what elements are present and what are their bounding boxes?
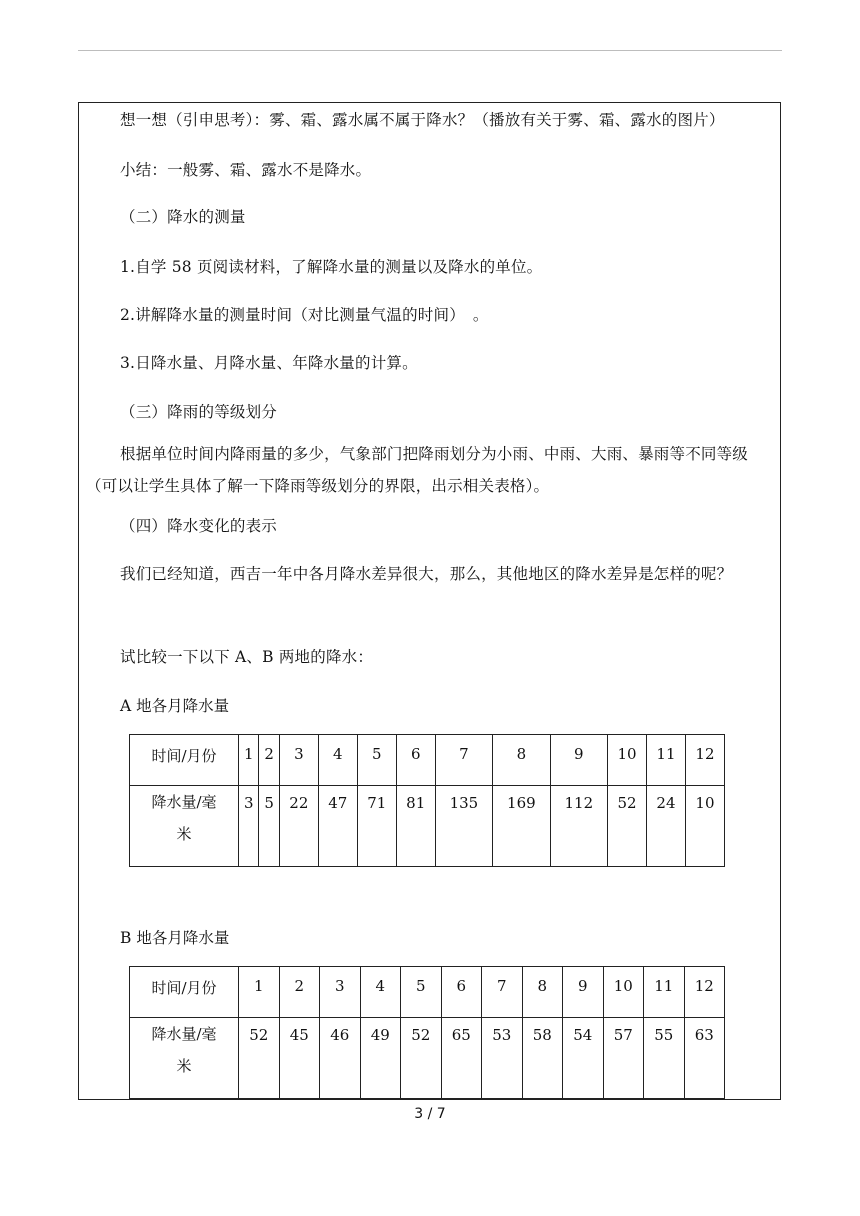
table-cell: 58 bbox=[522, 1018, 563, 1099]
table-cell: 8 bbox=[493, 735, 550, 786]
table-cell: 9 bbox=[550, 735, 607, 786]
table-cell: 1 bbox=[239, 735, 259, 786]
paragraph-step-2: 2.讲解降水量的测量时间（对比测量气温的时间） 。 bbox=[120, 306, 489, 324]
table-cell: 4 bbox=[318, 735, 357, 786]
table-cell bbox=[130, 786, 239, 867]
header-rule bbox=[78, 50, 782, 51]
table-row bbox=[130, 786, 725, 867]
table-cell: 时间/月份 bbox=[130, 735, 239, 786]
table-cell: 112 bbox=[550, 786, 607, 867]
table-cell: 47 bbox=[318, 786, 357, 867]
table-cell: 10 bbox=[685, 786, 724, 867]
row-label-line: 降水量/毫 bbox=[151, 793, 217, 811]
table-cell: 4 bbox=[360, 967, 401, 1018]
row-label-line: 米 bbox=[176, 1057, 192, 1075]
table-row bbox=[130, 1018, 725, 1099]
table-cell: 169 bbox=[493, 786, 550, 867]
table-cell: 52 bbox=[239, 1018, 280, 1099]
table-cell: 52 bbox=[608, 786, 647, 867]
table-cell: 46 bbox=[320, 1018, 361, 1099]
paragraph-step-3: 3.日降水量、月降水量、年降水量的计算。 bbox=[120, 354, 418, 372]
table-cell: 9 bbox=[563, 967, 604, 1018]
table-cell: 1 bbox=[239, 967, 280, 1018]
table-cell: 5 bbox=[259, 786, 279, 867]
table-cell: 49 bbox=[360, 1018, 401, 1099]
table-cell: 24 bbox=[647, 786, 686, 867]
table-row bbox=[130, 967, 725, 1018]
section-heading-levels: （三）降雨的等级划分 bbox=[120, 403, 278, 421]
table-cell: 5 bbox=[357, 735, 396, 786]
paragraph-step-1: 1.自学 58 页阅读材料，了解降水量的测量以及降水的单位。 bbox=[120, 258, 543, 276]
table-row bbox=[130, 735, 725, 786]
section-heading-variation: （四）降水变化的表示 bbox=[120, 517, 278, 535]
table-cell: 3 bbox=[320, 967, 361, 1018]
table-cell: 63 bbox=[684, 1018, 725, 1099]
table-b-caption: B 地各月降水量 bbox=[120, 929, 230, 947]
table-a bbox=[129, 734, 725, 867]
table-cell: 12 bbox=[684, 967, 725, 1018]
row-label-line: 降水量/毫 bbox=[151, 1025, 217, 1043]
table-cell: 8 bbox=[522, 967, 563, 1018]
table-cell: 54 bbox=[563, 1018, 604, 1099]
table-cell: 11 bbox=[644, 967, 685, 1018]
section-heading-measurement: （二）降水的测量 bbox=[120, 208, 246, 226]
table-cell: 5 bbox=[401, 967, 442, 1018]
row-label-line: 米 bbox=[176, 825, 192, 843]
table-cell: 10 bbox=[608, 735, 647, 786]
table-cell: 55 bbox=[644, 1018, 685, 1099]
paragraph-variation: 我们已经知道，西吉一年中各月降水差异很大，那么，其他地区的降水差异是怎样的呢？ bbox=[120, 565, 733, 583]
table-cell bbox=[130, 1018, 239, 1099]
table-cell: 71 bbox=[357, 786, 396, 867]
table-cell: 52 bbox=[401, 1018, 442, 1099]
table-cell: 7 bbox=[482, 967, 523, 1018]
paragraph-summary: 小结：一般雾、霜、露水不是降水。 bbox=[120, 161, 372, 179]
paragraph-levels: 根据单位时间内降雨量的多少，气象部门把降雨划分为小雨、中雨、大雨、暴雨等不同等级（可以让学生具体了解一下降雨等级划分的界限，出示相关表格）。 bbox=[86, 445, 749, 495]
table-cell: 时间/月份 bbox=[130, 967, 239, 1018]
table-cell: 3 bbox=[239, 786, 259, 867]
table-cell: 10 bbox=[603, 967, 644, 1018]
table-cell: 45 bbox=[279, 1018, 320, 1099]
table-cell: 6 bbox=[441, 967, 482, 1018]
table-cell: 53 bbox=[482, 1018, 523, 1099]
table-cell: 7 bbox=[435, 735, 492, 786]
table-cell: 57 bbox=[603, 1018, 644, 1099]
table-cell: 81 bbox=[396, 786, 435, 867]
table-cell: 3 bbox=[279, 735, 318, 786]
table-cell: 135 bbox=[435, 786, 492, 867]
paragraph-compare: 试比较一下以下 A、B 两地的降水： bbox=[120, 648, 374, 666]
table-cell: 65 bbox=[441, 1018, 482, 1099]
table-a-caption: A 地各月降水量 bbox=[120, 697, 230, 715]
table-cell: 11 bbox=[647, 735, 686, 786]
table-b bbox=[129, 966, 725, 1099]
table-cell: 2 bbox=[279, 967, 320, 1018]
table-cell: 6 bbox=[396, 735, 435, 786]
page-number: 3 / 7 bbox=[414, 1106, 446, 1122]
table-cell: 22 bbox=[279, 786, 318, 867]
table-cell: 12 bbox=[685, 735, 724, 786]
table-cell: 2 bbox=[259, 735, 279, 786]
paragraph-think: 想一想（引申思考）：雾、霜、露水属不属于降水？（播放有关于雾、霜、露水的图片） bbox=[120, 111, 725, 129]
